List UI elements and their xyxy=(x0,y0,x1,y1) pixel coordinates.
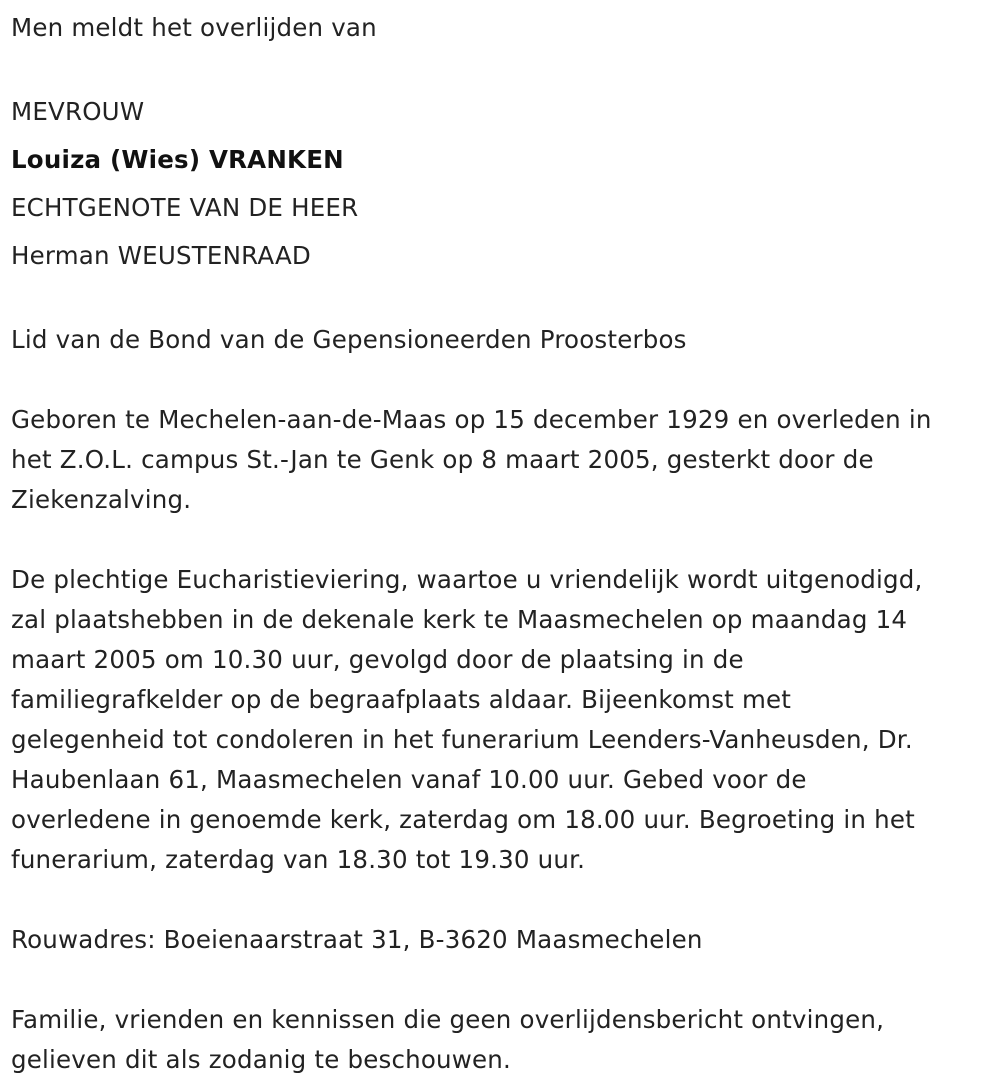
paragraph-line: zal plaatshebben in de dekenale kerk te Maasmechelen op maandag 14 xyxy=(11,605,908,634)
spouse-label: ECHTGENOTE VAN DE HEER xyxy=(11,193,359,222)
paragraph-line: Geboren te Mechelen-aan-de-Maas op 15 december 1929 en overleden in xyxy=(11,405,932,434)
spouse-name: Herman WEUSTENRAAD xyxy=(11,241,311,270)
death-notice xyxy=(11,8,993,1080)
paragraph-line: funerarium, zaterdag van 18.30 tot 19.30 uur. xyxy=(11,845,586,874)
paragraph-line: Ziekenzalving. xyxy=(11,485,192,514)
birth-death-paragraph xyxy=(11,400,993,520)
paragraph-line: maart 2005 om 10.30 uur, gevolgd door de plaatsing in de xyxy=(11,645,744,674)
paragraph-line: Haubenlaan 61, Maasmechelen vanaf 10.00 uur. Gebed voor de xyxy=(11,765,807,794)
paragraph-line: gelegenheid tot condoleren in het funerarium Leenders-Vanheusden, Dr. xyxy=(11,725,913,754)
mourning-address: Rouwadres: Boeienaarstraat 31, B-3620 Maasmechelen xyxy=(11,925,703,954)
paragraph-line: De plechtige Eucharistieviering, waartoe u vriendelijk wordt uitgenodigd, xyxy=(11,565,923,594)
ceremony-paragraph xyxy=(11,560,993,880)
paragraph-line: Familie, vrienden en kennissen die geen overlijdensbericht ontvingen, xyxy=(11,1005,885,1034)
paragraph-line: gelieven dit als zodanig te beschouwen. xyxy=(11,1045,512,1074)
membership-text: Lid van de Bond van de Gepensioneerden Proosterbos xyxy=(11,325,687,354)
honorific: MEVROUW xyxy=(11,97,145,126)
intro-text: Men meldt het overlijden van xyxy=(11,13,377,42)
closing-paragraph xyxy=(11,1000,993,1080)
deceased-name: Louiza (Wies) VRANKEN xyxy=(11,145,344,174)
paragraph-line: familiegrafkelder op de begraafplaats aldaar. Bijeenkomst met xyxy=(11,685,792,714)
paragraph-line: overledene in genoemde kerk, zaterdag om 18.00 uur. Begroeting in het xyxy=(11,805,915,834)
paragraph-line: het Z.O.L. campus St.-Jan te Genk op 8 maart 2005, gesterkt door de xyxy=(11,445,874,474)
